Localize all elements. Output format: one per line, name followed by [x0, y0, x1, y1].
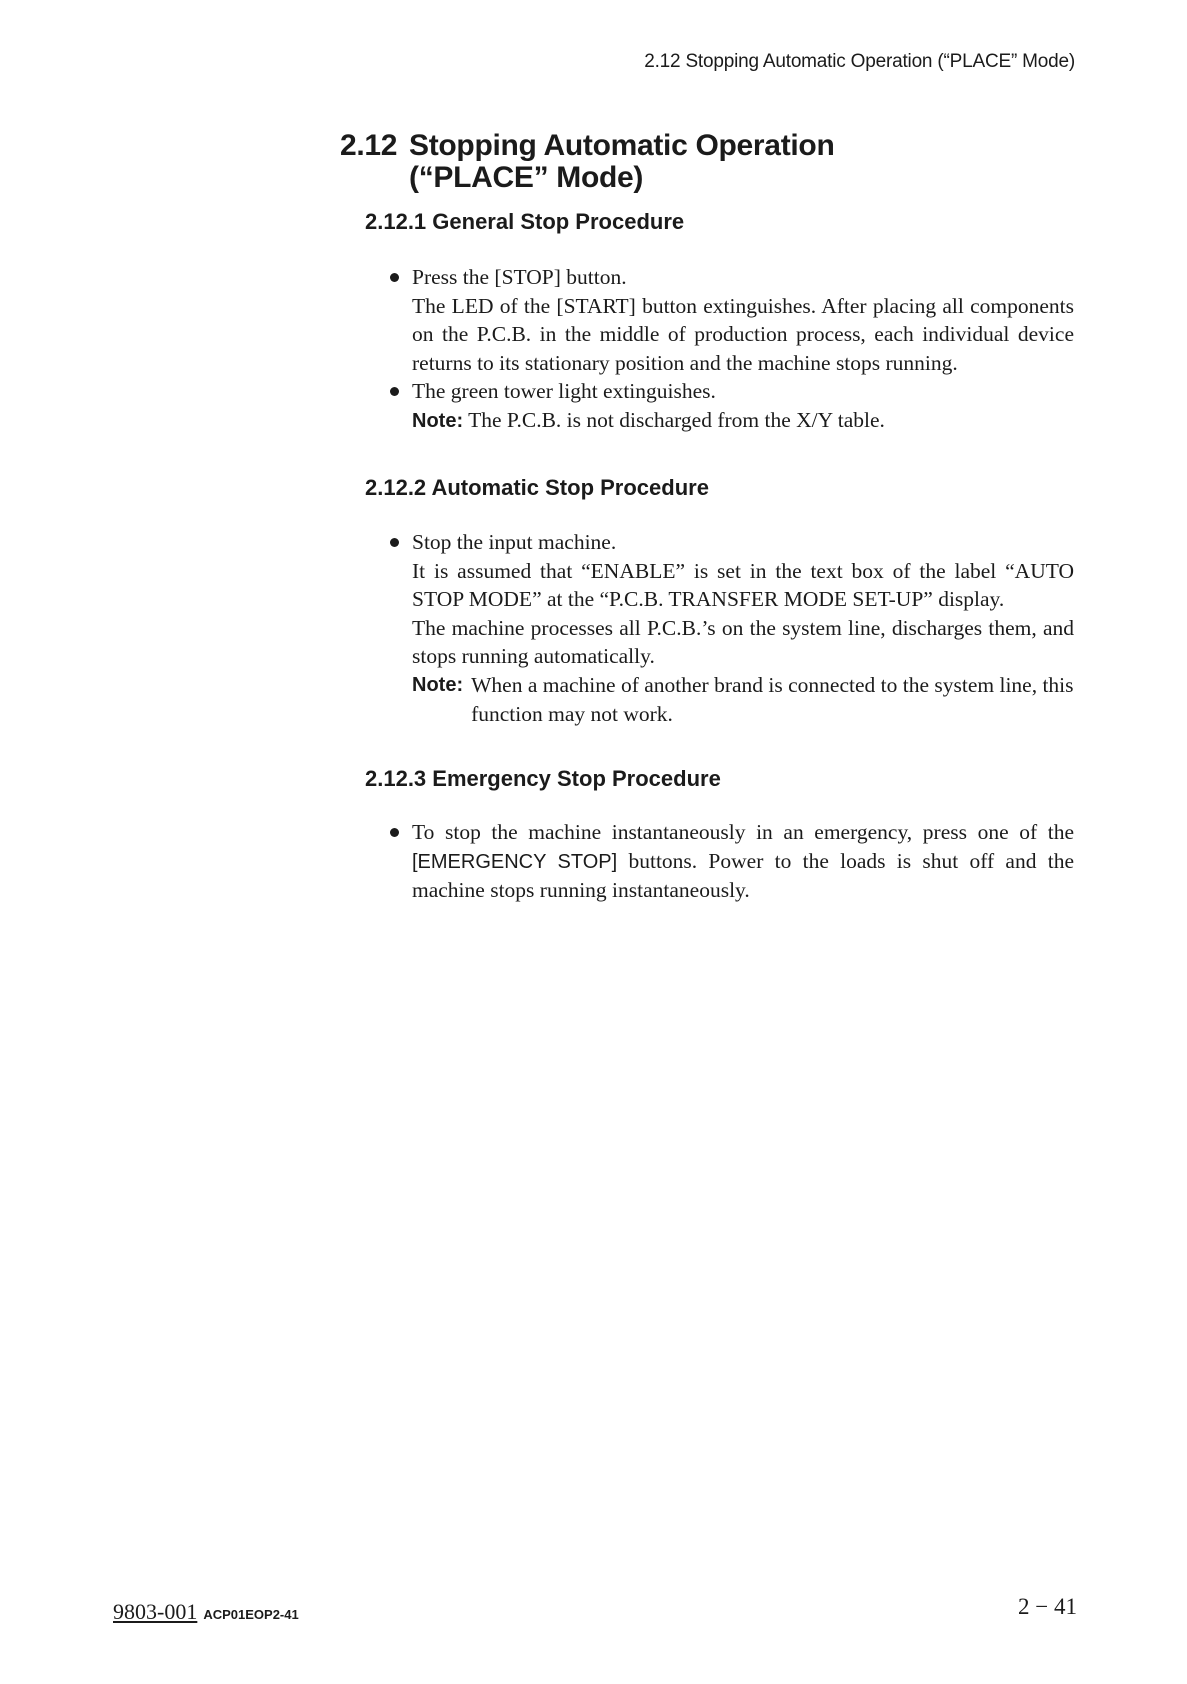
section-heading-general-stop: 2.12.1 General Stop Procedure	[365, 209, 685, 234]
item-text: buttons. Power to the loads is shut off and the machine stops running instantaneously.	[412, 848, 1075, 903]
bullet-icon	[390, 387, 399, 396]
footer-code-number: 9803-001	[113, 1599, 198, 1624]
item-body: The LED of the [START] button extinguishes. After placing all components on the P.C.B. in the middle of production process, each individual device returns to its stationary position and the machine stops running.	[412, 293, 1074, 375]
item-lead: Press the [STOP] button.	[412, 265, 627, 289]
list-item	[384, 377, 1074, 435]
section-general-stop	[384, 263, 1074, 436]
item-body: The machine processes all P.C.B.’s on the system line, discharges them, and stops running automatically.	[412, 615, 1074, 669]
section-automatic-stop	[384, 528, 1074, 728]
list-item	[384, 818, 1074, 905]
footer-doc-id: ACP01EOP2-41	[203, 1607, 299, 1622]
note-label: Note:	[412, 409, 464, 432]
section-heading-emergency-stop: 2.12.3 Emergency Stop Procedure	[365, 766, 721, 791]
emergency-stop-button-label: [EMERGENCY STOP]	[412, 850, 618, 873]
list-item	[384, 263, 1074, 377]
title-line2: (“PLACE” Mode)	[409, 161, 644, 194]
section-emergency-stop	[384, 818, 1074, 905]
title-line1: Stopping Automatic Operation	[409, 129, 835, 162]
note-text: The P.C.B. is not discharged from the X/Y table.	[468, 407, 885, 432]
item-lead: The green tower light extinguishes.	[412, 379, 716, 404]
section-heading-automatic-stop: 2.12.2 Automatic Stop Procedure	[365, 475, 709, 500]
item-text: To stop the machine instantaneously in an emergency, press one of the	[412, 820, 1074, 844]
page-title	[340, 130, 834, 194]
note	[412, 671, 1074, 728]
bullet-icon	[390, 828, 399, 837]
note	[412, 406, 1074, 436]
item-lead: Stop the input machine.	[412, 530, 617, 554]
item-body: It is assumed that “ENABLE” is set in the text box of the label “AUTO STOP MODE” at the “P.C.B. TRANSFER MODE SET-UP” display.	[412, 558, 1074, 612]
note-label: Note:	[412, 673, 464, 696]
title-number: 2.12	[340, 129, 398, 162]
note-text: When a machine of another brand is connected to the system line, this function may not work.	[471, 672, 1074, 726]
running-header: 2.12 Stopping Automatic Operation (“PLACE” Mode)	[644, 51, 1075, 72]
list-item	[384, 528, 1074, 728]
footer-code	[113, 1599, 299, 1625]
bullet-icon	[390, 538, 399, 547]
bullet-icon	[390, 273, 399, 282]
page-number: 2 − 41	[1018, 1594, 1077, 1619]
